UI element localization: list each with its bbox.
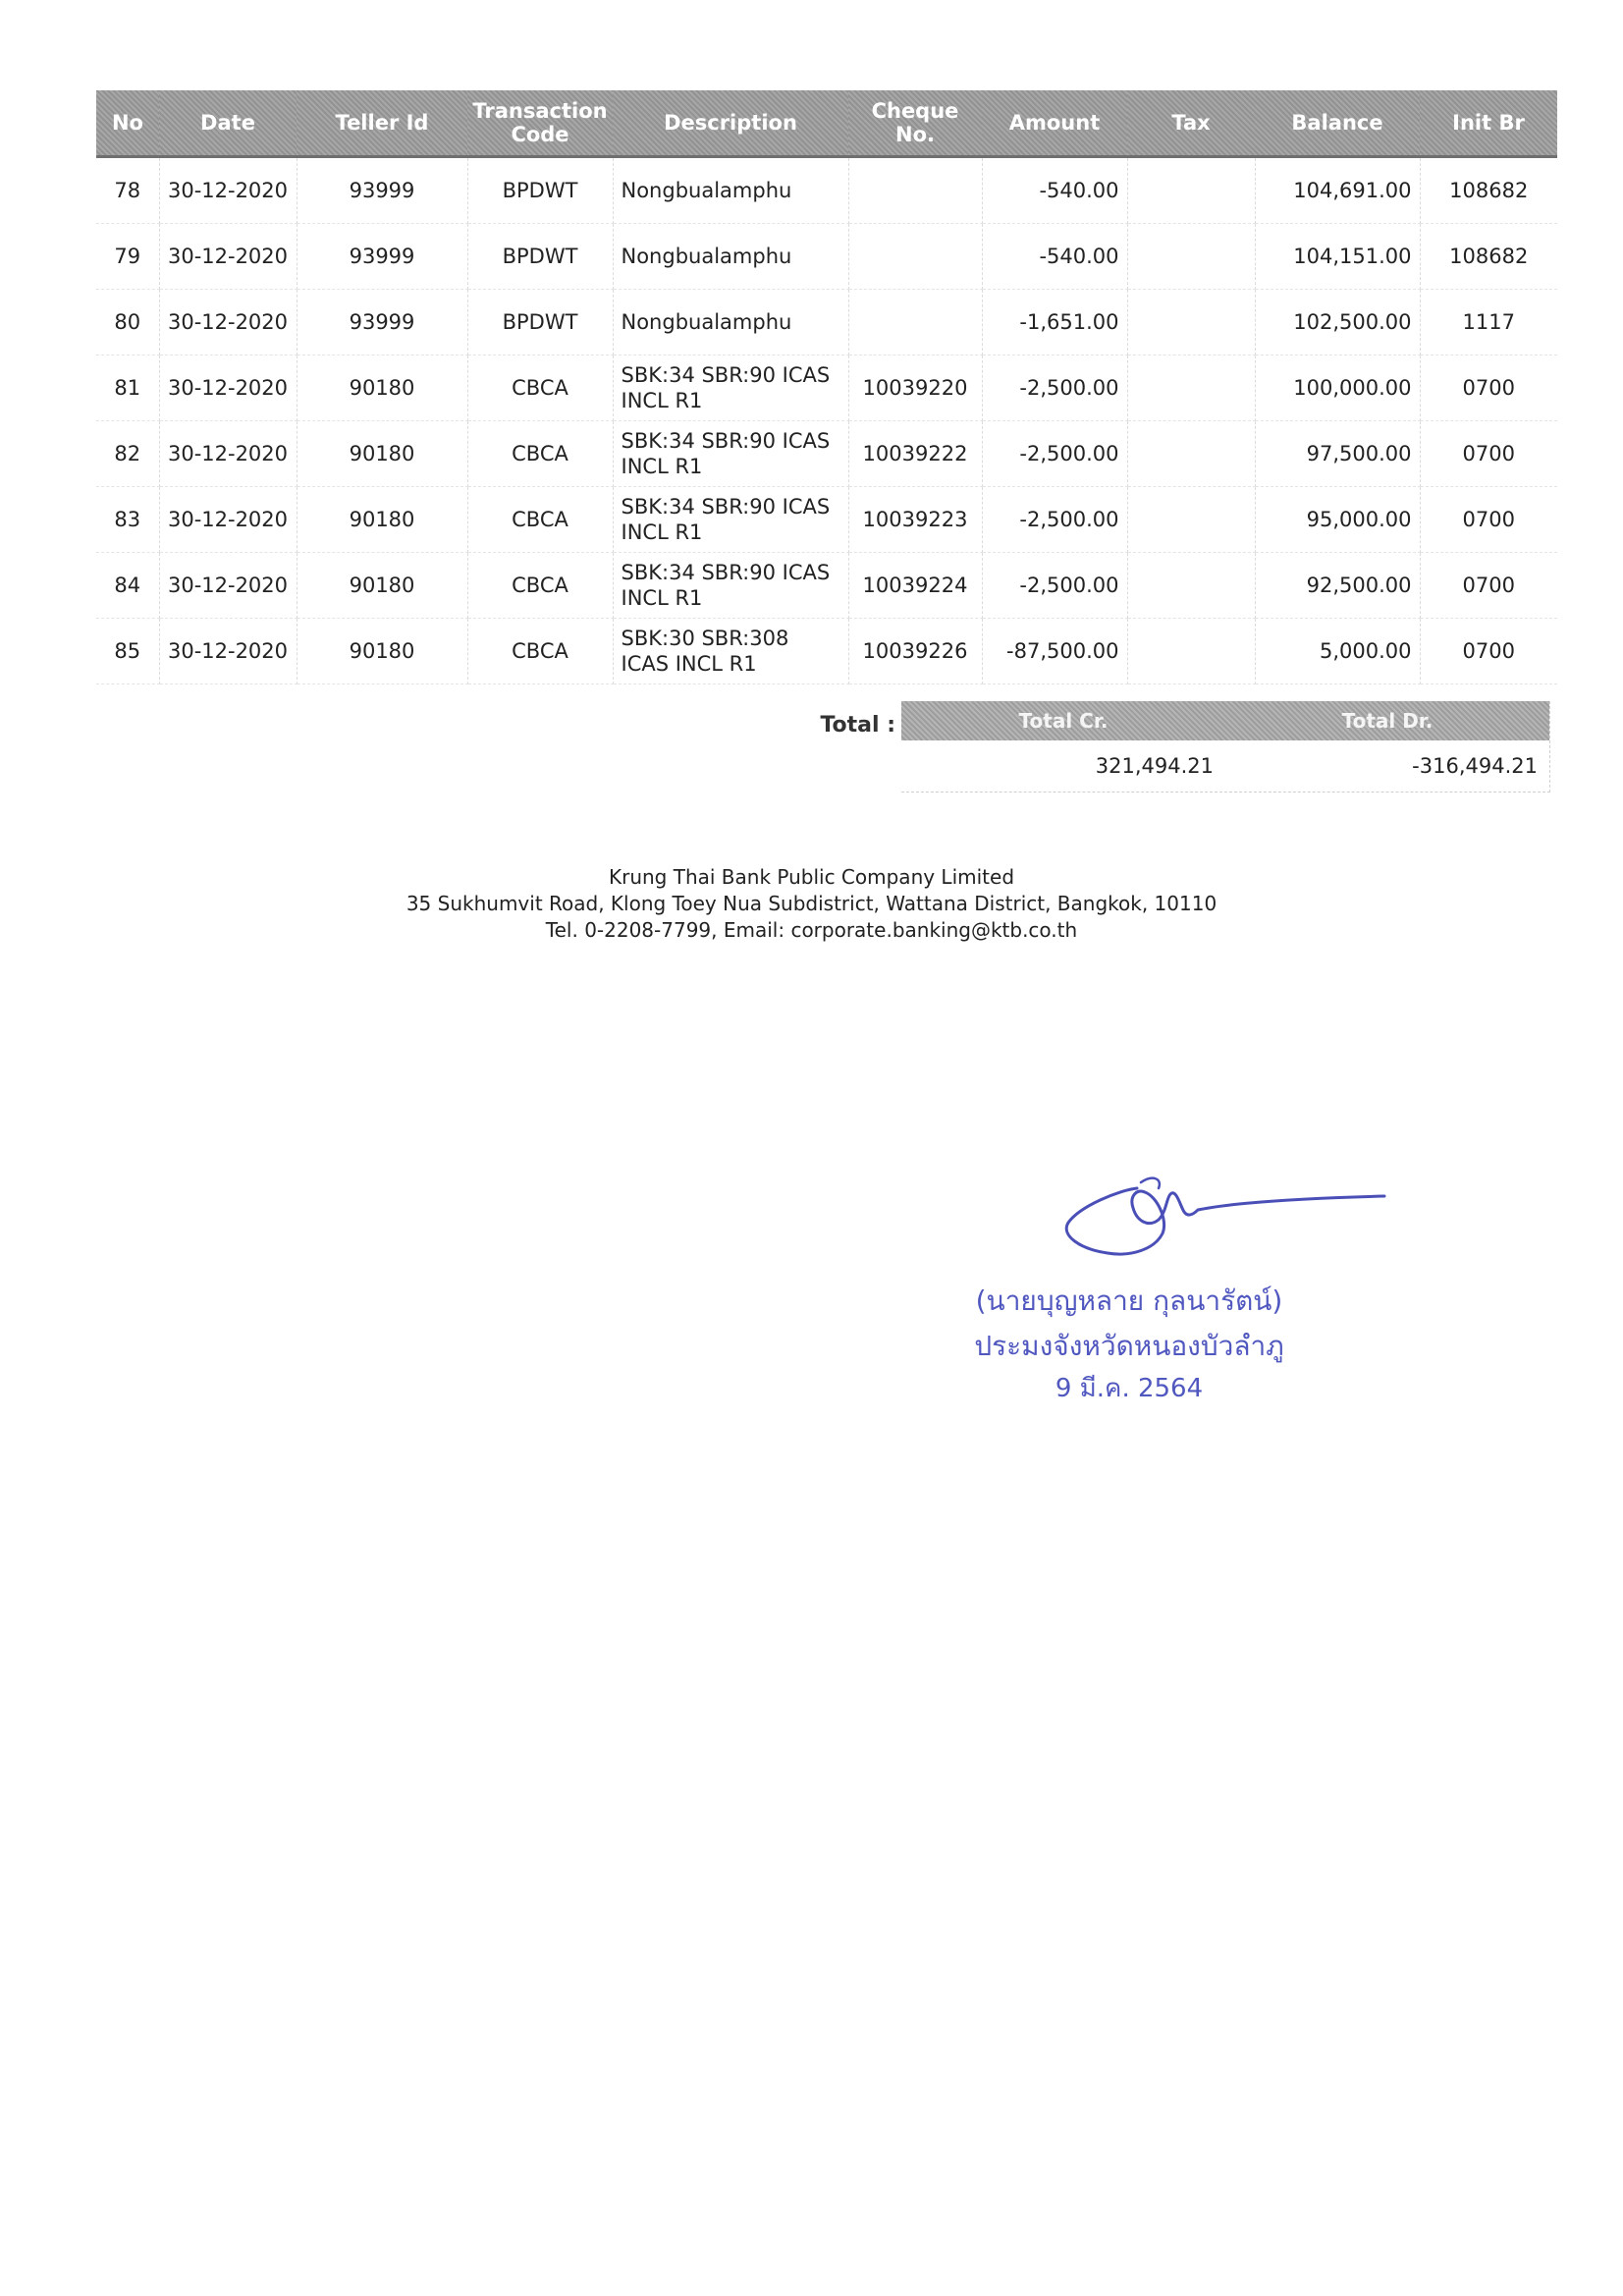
cell-amount: -540.00 bbox=[982, 157, 1127, 224]
cell-description: SBK:34 SBR:90 ICAS INCL R1 bbox=[613, 355, 848, 421]
cell-transaction-code: CBCA bbox=[467, 487, 613, 553]
cell-date: 30-12-2020 bbox=[159, 487, 297, 553]
totals-box bbox=[901, 701, 1550, 793]
cell-balance: 97,500.00 bbox=[1255, 421, 1420, 487]
cell-init-br: 0700 bbox=[1420, 487, 1557, 553]
table-row bbox=[96, 421, 1557, 487]
cell-no: 78 bbox=[96, 157, 159, 224]
cell-date: 30-12-2020 bbox=[159, 619, 297, 684]
cell-init-br: 0700 bbox=[1420, 421, 1557, 487]
cell-cheque-no: 10039223 bbox=[848, 487, 982, 553]
cell-init-br: 0700 bbox=[1420, 553, 1557, 619]
cell-transaction-code: CBCA bbox=[467, 619, 613, 684]
table-row bbox=[96, 553, 1557, 619]
cell-balance: 95,000.00 bbox=[1255, 487, 1420, 553]
cell-description: Nongbualamphu bbox=[613, 157, 848, 224]
cell-teller-id: 90180 bbox=[297, 619, 467, 684]
transaction-table bbox=[96, 90, 1557, 684]
cell-date: 30-12-2020 bbox=[159, 421, 297, 487]
cell-description: SBK:34 SBR:90 ICAS INCL R1 bbox=[613, 421, 848, 487]
cell-transaction-code: CBCA bbox=[467, 553, 613, 619]
bank-name: Krung Thai Bank Public Company Limited bbox=[608, 865, 1015, 889]
total-dr-label: Total Dr. bbox=[1341, 709, 1434, 733]
certification-date: 9 มี.ค. 2564 bbox=[1055, 1374, 1204, 1403]
cell-balance: 92,500.00 bbox=[1255, 553, 1420, 619]
cell-teller-id: 90180 bbox=[297, 553, 467, 619]
cell-cheque-no: 10039224 bbox=[848, 553, 982, 619]
cell-tax bbox=[1127, 290, 1255, 355]
table-row bbox=[96, 290, 1557, 355]
cell-teller-id: 90180 bbox=[297, 355, 467, 421]
totals-label: Total : bbox=[820, 713, 895, 738]
cell-balance: 100,000.00 bbox=[1255, 355, 1420, 421]
cell-teller-id: 93999 bbox=[297, 290, 467, 355]
bank-footer bbox=[0, 864, 1623, 944]
cell-date: 30-12-2020 bbox=[159, 553, 297, 619]
total-dr-value: -316,494.21 bbox=[1412, 754, 1538, 778]
cell-transaction-code: BPDWT bbox=[467, 290, 613, 355]
cell-init-br: 0700 bbox=[1420, 355, 1557, 421]
table-row bbox=[96, 157, 1557, 224]
cell-cheque-no bbox=[848, 290, 982, 355]
cell-amount: -2,500.00 bbox=[982, 487, 1127, 553]
cell-amount: -540.00 bbox=[982, 224, 1127, 290]
cell-tax bbox=[1127, 421, 1255, 487]
col-header-balance: Balance bbox=[1255, 90, 1420, 157]
table-row bbox=[96, 619, 1557, 684]
cell-tax bbox=[1127, 487, 1255, 553]
cell-balance: 5,000.00 bbox=[1255, 619, 1420, 684]
col-header-transaction-code: Transaction Code bbox=[467, 90, 613, 157]
col-header-teller-id: Teller Id bbox=[297, 90, 467, 157]
cell-cheque-no: 10039220 bbox=[848, 355, 982, 421]
signature-icon bbox=[1060, 1169, 1394, 1277]
cell-teller-id: 90180 bbox=[297, 487, 467, 553]
cell-transaction-code: CBCA bbox=[467, 421, 613, 487]
cell-amount: -2,500.00 bbox=[982, 421, 1127, 487]
cell-tax bbox=[1127, 157, 1255, 224]
col-header-date: Date bbox=[159, 90, 297, 157]
table-row bbox=[96, 355, 1557, 421]
bank-contact: Tel. 0-2208-7799, Email: corporate.banking@ktb.co.th bbox=[545, 918, 1078, 942]
cell-transaction-code: CBCA bbox=[467, 355, 613, 421]
col-header-amount: Amount bbox=[982, 90, 1127, 157]
cell-teller-id: 93999 bbox=[297, 224, 467, 290]
cell-cheque-no bbox=[848, 157, 982, 224]
total-cr-value: 321,494.21 bbox=[1095, 754, 1214, 778]
col-header-description: Description bbox=[613, 90, 848, 157]
col-header-no: No bbox=[96, 90, 159, 157]
cell-amount: -1,651.00 bbox=[982, 290, 1127, 355]
cell-date: 30-12-2020 bbox=[159, 224, 297, 290]
cell-transaction-code: BPDWT bbox=[467, 224, 613, 290]
cell-tax bbox=[1127, 619, 1255, 684]
cell-teller-id: 93999 bbox=[297, 157, 467, 224]
cell-no: 81 bbox=[96, 355, 159, 421]
cell-description: SBK:34 SBR:90 ICAS INCL R1 bbox=[613, 553, 848, 619]
cell-balance: 104,691.00 bbox=[1255, 157, 1420, 224]
cell-init-br: 108682 bbox=[1420, 224, 1557, 290]
certifier-name: (นายบุญหลาย กุลนารัตน์) bbox=[975, 1285, 1283, 1317]
col-header-cheque-no: Cheque No. bbox=[848, 90, 982, 157]
cell-balance: 102,500.00 bbox=[1255, 290, 1420, 355]
cell-date: 30-12-2020 bbox=[159, 157, 297, 224]
cell-no: 85 bbox=[96, 619, 159, 684]
cell-no: 82 bbox=[96, 421, 159, 487]
cell-description: Nongbualamphu bbox=[613, 224, 848, 290]
table-body bbox=[96, 157, 1557, 684]
cell-transaction-code: BPDWT bbox=[467, 157, 613, 224]
cell-amount: -87,500.00 bbox=[982, 619, 1127, 684]
cell-tax bbox=[1127, 224, 1255, 290]
cell-date: 30-12-2020 bbox=[159, 355, 297, 421]
cell-no: 83 bbox=[96, 487, 159, 553]
bank-address: 35 Sukhumvit Road, Klong Toey Nua Subdistrict, Wattana District, Bangkok, 10110 bbox=[406, 892, 1217, 915]
cell-init-br: 1117 bbox=[1420, 290, 1557, 355]
certifier-position: ประมงจังหวัดหนองบัวลำภู bbox=[974, 1330, 1284, 1362]
cell-no: 80 bbox=[96, 290, 159, 355]
cell-amount: -2,500.00 bbox=[982, 553, 1127, 619]
table-row bbox=[96, 487, 1557, 553]
cell-date: 30-12-2020 bbox=[159, 290, 297, 355]
cell-init-br: 108682 bbox=[1420, 157, 1557, 224]
totals-header bbox=[901, 701, 1549, 740]
cell-description: SBK:34 SBR:90 ICAS INCL R1 bbox=[613, 487, 848, 553]
cell-init-br: 0700 bbox=[1420, 619, 1557, 684]
table-header-row bbox=[96, 90, 1557, 157]
cell-description: Nongbualamphu bbox=[613, 290, 848, 355]
cell-teller-id: 90180 bbox=[297, 421, 467, 487]
cell-no: 84 bbox=[96, 553, 159, 619]
cell-amount: -2,500.00 bbox=[982, 355, 1127, 421]
cell-tax bbox=[1127, 355, 1255, 421]
cell-cheque-no: 10039226 bbox=[848, 619, 982, 684]
col-header-tax: Tax bbox=[1127, 90, 1255, 157]
total-cr-label: Total Cr. bbox=[1018, 709, 1109, 733]
col-header-init-br: Init Br bbox=[1420, 90, 1557, 157]
cell-cheque-no bbox=[848, 224, 982, 290]
cell-balance: 104,151.00 bbox=[1255, 224, 1420, 290]
cell-cheque-no: 10039222 bbox=[848, 421, 982, 487]
cell-description: SBK:30 SBR:308 ICAS INCL R1 bbox=[613, 619, 848, 684]
cell-no: 79 bbox=[96, 224, 159, 290]
totals-values bbox=[901, 740, 1549, 792]
cell-tax bbox=[1127, 553, 1255, 619]
certification-block bbox=[943, 1279, 1316, 1408]
table-row bbox=[96, 224, 1557, 290]
